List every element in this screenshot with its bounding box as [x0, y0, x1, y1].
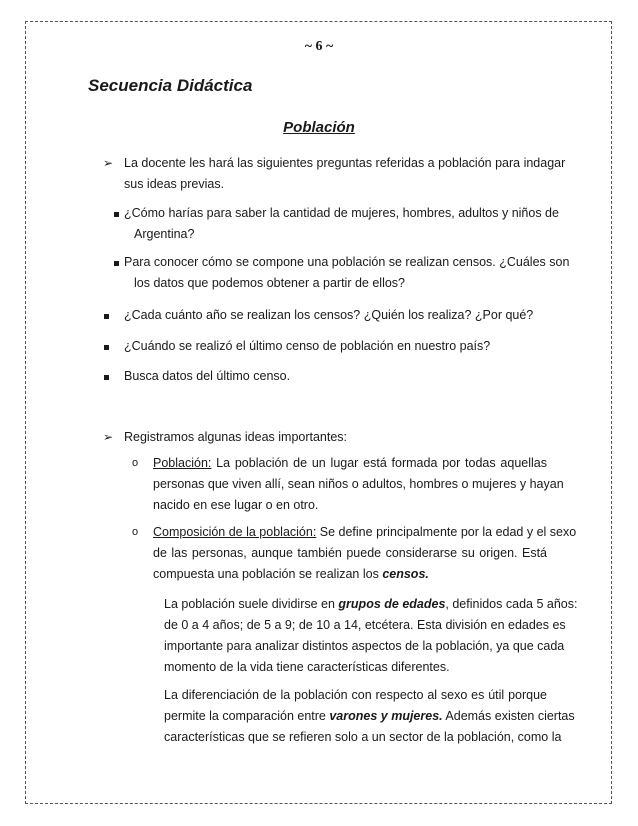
definition-poblacion-term: Población:: [153, 456, 212, 470]
definition-composicion: [153, 522, 577, 585]
square-bullet-icon: [104, 366, 109, 387]
square-bullet-icon: [104, 305, 109, 326]
definition-composicion-line-2: de las personas, aunque también puede considerarse su origen. Está: [153, 546, 547, 560]
definition-poblacion-line-3: nacido en ese lugar o en otro.: [153, 498, 319, 512]
grupos-edades-line-2: de 0 a 4 años; de 5 a 9; de 10 a 14, etcétera. Esta división en edades es: [164, 618, 566, 632]
question-2-line-1: Para conocer cómo se compone una población se realizan censos. ¿Cuáles son: [124, 255, 570, 269]
square-bullet-icon: [104, 336, 109, 357]
page-number: ~ 6 ~: [304, 39, 334, 54]
sexo-line-1: La diferenciación de la población con respecto al sexo es útil porque: [164, 688, 547, 702]
question-1-line-2: Argentina?: [134, 227, 195, 241]
grupos-edades-paragraph: [164, 594, 578, 678]
question-3: [124, 305, 547, 326]
question-3-line: ¿Cada cuánto año se realizan los censos? ¿Quién los realiza? ¿Por qué?: [124, 308, 534, 322]
varones-mujeres-emphasis: varones y mujeres.: [329, 709, 443, 723]
definition-composicion-term: Composición de la población:: [153, 525, 317, 539]
sexo-paragraph: [164, 685, 575, 748]
grupos-edades-line-4: momento de la vida tiene características diferentes.: [164, 660, 450, 674]
intro-line-2: sus ideas previas.: [124, 177, 225, 191]
grupos-edades-line-1: La población suele dividirse en grupos de edades, definidos cada 5 años:: [164, 597, 578, 611]
definition-poblacion-line-2: personas que viven allí, sean niños o adultos, hombres o mujeres y hayan: [153, 477, 564, 491]
subtitle: Población: [283, 119, 355, 136]
question-4-line: ¿Cuándo se realizó el último censo de población en nuestro país?: [124, 339, 491, 353]
register-heading: [124, 427, 547, 448]
grupos-edades-line-3: importante para analizar distintos aspectos de la población, ya que cada: [164, 639, 565, 653]
sexo-line-3: características que se refieren solo a un sector de la población, como la: [164, 730, 562, 744]
question-2-line-2: los datos que podemos obtener a partir de ellos?: [134, 276, 406, 290]
question-1: [124, 203, 559, 245]
circle-bullet-icon: o: [132, 526, 139, 538]
definition-composicion-line-3: compuesta una población se realizan los censos.: [153, 567, 429, 581]
register-line: Registramos algunas ideas importantes:: [124, 430, 348, 444]
intro-line-1: La docente les hará las siguientes preguntas referidas a población para indagar: [124, 156, 566, 170]
sexo-line-2: permite la comparación entre varones y mujeres. Además existen ciertas: [164, 709, 575, 723]
arrow-bullet-icon: ➢: [103, 156, 114, 170]
question-4: [124, 336, 547, 357]
arrow-bullet-icon: ➢: [103, 430, 114, 444]
square-bullet-icon: [114, 203, 119, 224]
intro-paragraph: [124, 153, 566, 195]
censos-emphasis: censos.: [382, 567, 429, 581]
question-5: [124, 366, 547, 387]
question-1-line-1: ¿Cómo harías para saber la cantidad de mujeres, hombres, adultos y niños de: [124, 206, 559, 220]
section-title: Secuencia Didáctica: [88, 76, 253, 95]
grupos-edades-emphasis: grupos de edades: [338, 597, 446, 611]
circle-bullet-icon: o: [132, 457, 139, 469]
definition-composicion-line-1: Composición de la población: Se define principalmente por la edad y el sexo: [153, 525, 577, 539]
definition-poblacion-line-1: Población: La población de un lugar está formada por todas aquellas: [153, 456, 547, 470]
definition-poblacion: [153, 453, 564, 516]
question-5-line: Busca datos del último censo.: [124, 369, 291, 383]
square-bullet-icon: [114, 252, 119, 273]
question-2: [124, 252, 570, 294]
